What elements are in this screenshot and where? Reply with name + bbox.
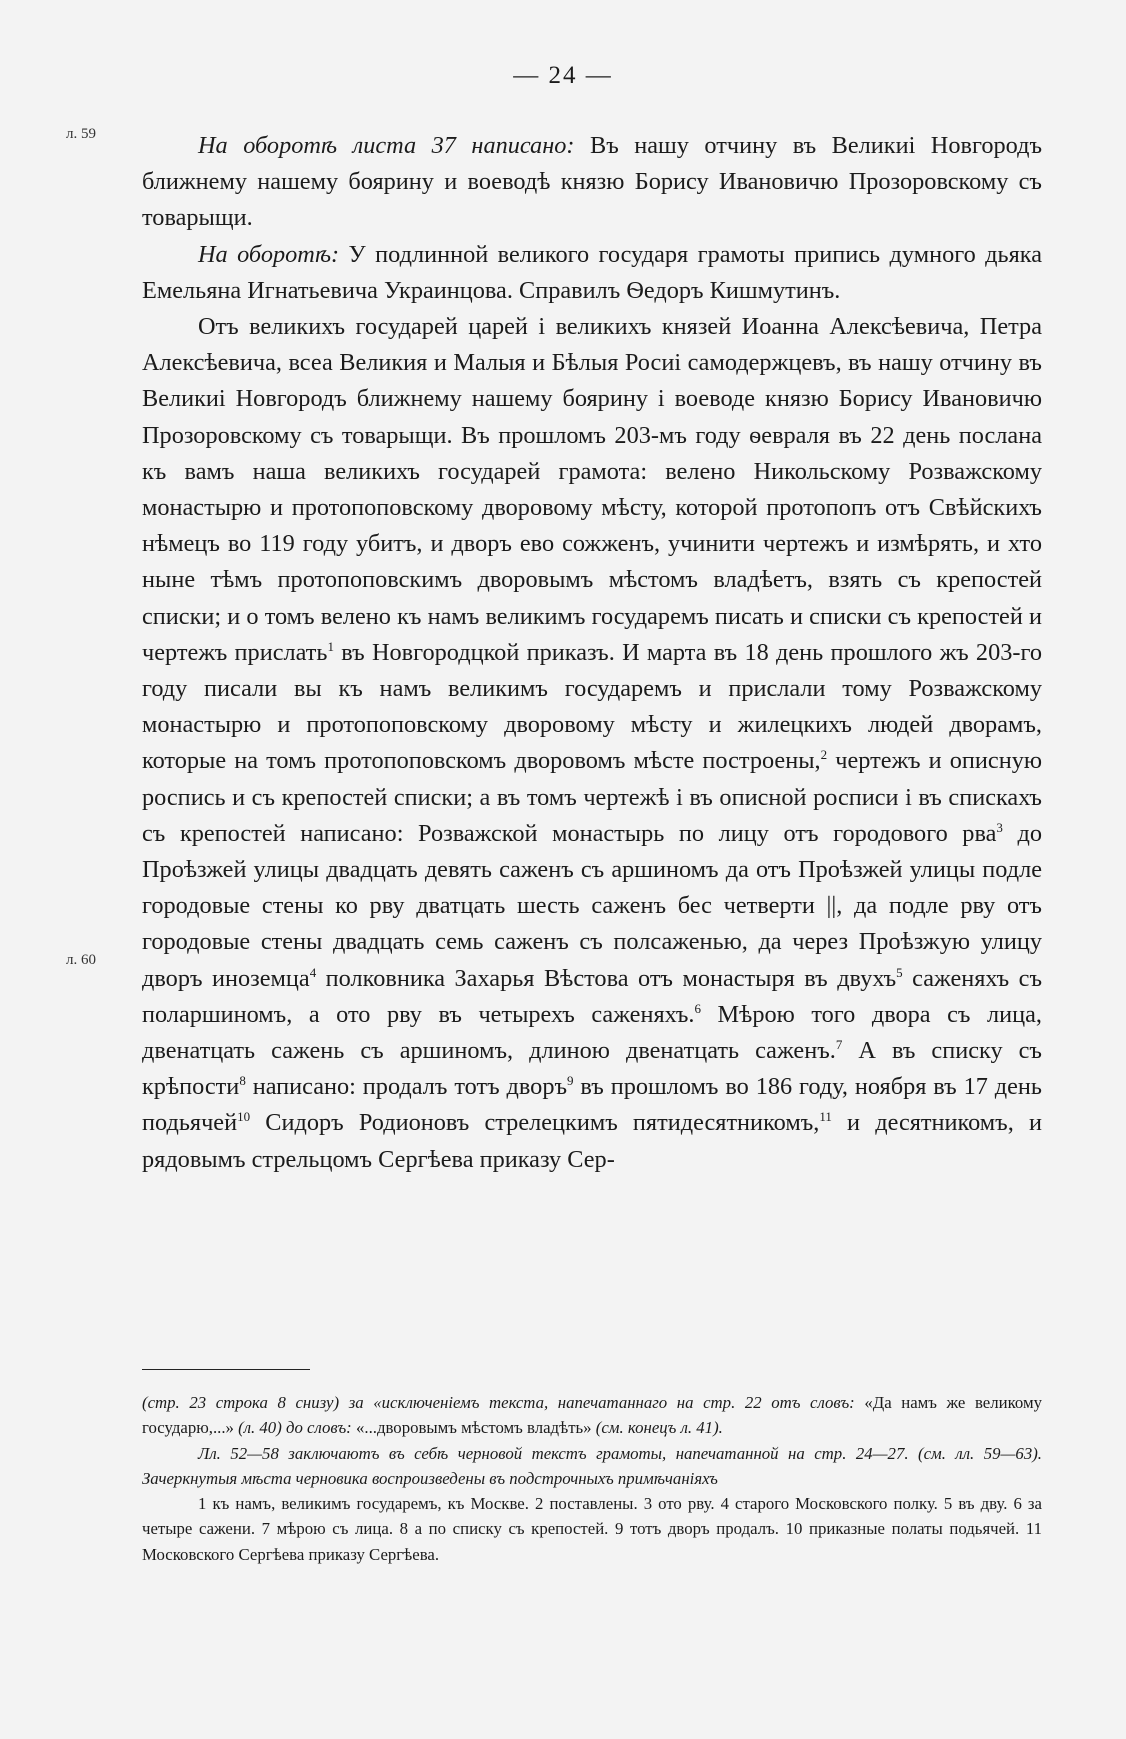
text-segment: полковника Захарья Вѣстова отъ монастыря въ двухъ [316,964,897,992]
footnote-marker: 10 [237,1109,251,1125]
text-segment: и десятникомъ, и рядовымъ стрельцомъ Сергѣева приказу Сер- [142,1109,1042,1173]
footnote-marker: 3 [996,819,1003,835]
text-segment: Сидоръ Родионовъ стрелецкимъ пятидесятникомъ, [250,1109,820,1137]
footnote-variants: 1 къ намъ, великимъ государемъ, къ Москве. 2 поставлены. 3 ото рву. 4 старого Московского полку. 5 въ дву. 6 за четыре сажени. 7 мѣрою съ лица. 8 а по списку съ крепостей. 9 тотъ дворъ продалъ. 10 приказные полаты подьячей. 11 Московского Сергѣева приказу Сергѣева. [142,1494,1042,1564]
footnote-draft-note: Лл. 52—58 заключаютъ въ себѣ черновой текстъ грамоты, напечатанной на стр. 24—27. (см. лл. 59—63). Зачеркнутыя мѣста черновика воспроизведены въ подстрочныхъ примѣчаніяхъ [142,1443,1042,1488]
paragraph-text: У подлинной великого государя грамоты припись думного дьяка Емельяна Игнатьевича Украинцова. Справилъ Ѳедоръ Кишмутинъ. [142,240,1042,304]
text-segment: въ прошломъ во 186 году, ноября въ 17 день подьячей [142,1073,1042,1137]
text-segment: до Проѣзжей улицы двадцать девять саженъ съ аршиномъ да отъ Проѣзжей улицы подле городовые стены ко рву дватцать шесть саженъ бес четверти ||, да подле рву отъ городовые стены двадцать семь саженъ съ полсаженью, да через Проѣзжую улицу дворъ иноземца [142,819,1042,992]
footnote-marker: 6 [694,1000,701,1016]
footnote-marker: 8 [239,1073,246,1089]
text-segment: въ Новгородцкой приказъ. И марта въ 18 день прошлого жъ 203-го году писали вы къ намъ великимъ государемъ и прислали тому Розважскому монастырю и протопоповскому дворовому мѣсту и жилецкихъ людей дворамъ, которые на томъ протопоповскомъ дворовомъ мѣсте построены, [142,638,1042,775]
paragraph-reverse-side-37 [142,128,1042,237]
margin-note-sheet-59: л. 59 [66,126,96,142]
footnote-text: (см. конецъ л. 41). [591,1418,723,1438]
paragraph-text: Въ нашу отчину въ Великиі Новгородъ ближнему нашему боярину и воеводѣ князю Борису Ивановичю Прозоровскому съ товарыщи. [142,132,1043,232]
text-segment: Отъ великихъ государей царей і великихъ князей Иоанна Алексѣевича, Петра Алексѣевича, всеа Великия и Малыя и Бѣлыя Росиі самодержцевъ, въ нашу отчину въ Великиі Новгородъ ближнему нашему боярину і воеводе князю Борису Ивановичю Прозоровскому съ товарыщи. Въ прошломъ 203-мъ году ѳевраля въ 22 день послана къ вамъ наша великихъ государей грамота: велено Никольскому Розважскому монастырю и протопоповскому дворовому мѣсту, которой протопопъ отъ Свѣйскихъ нѣмецъ во 119 году убитъ, и дворъ ево сожженъ, учинити чертежъ и измѣрять, и хто ныне тѣмъ протопоповскимъ дворовымъ мѣстомъ владѣетъ, взять съ крепостей списки; и о томъ велено къ намъ великимъ государемъ писать и списки съ крепостей и чертежъ прислать [142,313,1042,666]
text-segment: А въ списку съ крѣпости [142,1037,1042,1101]
margin-note-sheet-60: л. 60 [66,952,96,968]
text-segment: чертежъ и описную роспись и съ крепостей списки; а въ томъ чертежѣ і въ описной росписи і въ спискахъ съ крепостей написано: Розважской монастырь по лицу отъ городового рва [142,747,1043,847]
page-number: — 24 — [513,62,613,89]
footnote-quote: «...дворовымъ мѣстомъ владѣть» [351,1418,592,1438]
footnote-marker: 11 [819,1109,832,1125]
footnote-text: (л. 40) до словъ: [233,1418,352,1438]
footnote-divider [142,1369,310,1370]
footnote-text: (стр. 23 строка 8 снизу) за «исключеніемъ текста, напечатаннаго на стр. 22 отъ словъ: [142,1393,855,1412]
paragraph-charter-text [142,309,1042,1178]
text-segment: саженяхъ съ поларшиномъ, а ото рву въ четырехъ саженяхъ. [142,964,1043,1028]
footnote-marker: 2 [820,747,828,763]
footnotes [142,1390,1042,1567]
footnote-marker: 7 [835,1036,843,1052]
paragraph-lead: На оборотѣ: [198,240,340,268]
paragraph-reverse-side [142,237,1042,309]
footnote-marker: 1 [327,638,334,654]
text-segment: написано: продалъ тотъ дворъ [245,1073,568,1101]
text-segment: Мѣрою того двора съ лица, двенатцать сажень съ аршиномъ, длиною двенатцать саженъ. [142,1000,1042,1065]
main-text [142,128,1042,1178]
footnote-page-reference [142,1390,1042,1441]
footnote-marker: 9 [567,1073,574,1089]
footnote-marker: 4 [309,964,317,980]
footnote-marker: 5 [896,964,903,980]
paragraph-lead: На оборотѣ листа 37 написано: [198,132,575,159]
footnote-quote: «Да намъ же великому государю,...» [142,1393,1042,1438]
